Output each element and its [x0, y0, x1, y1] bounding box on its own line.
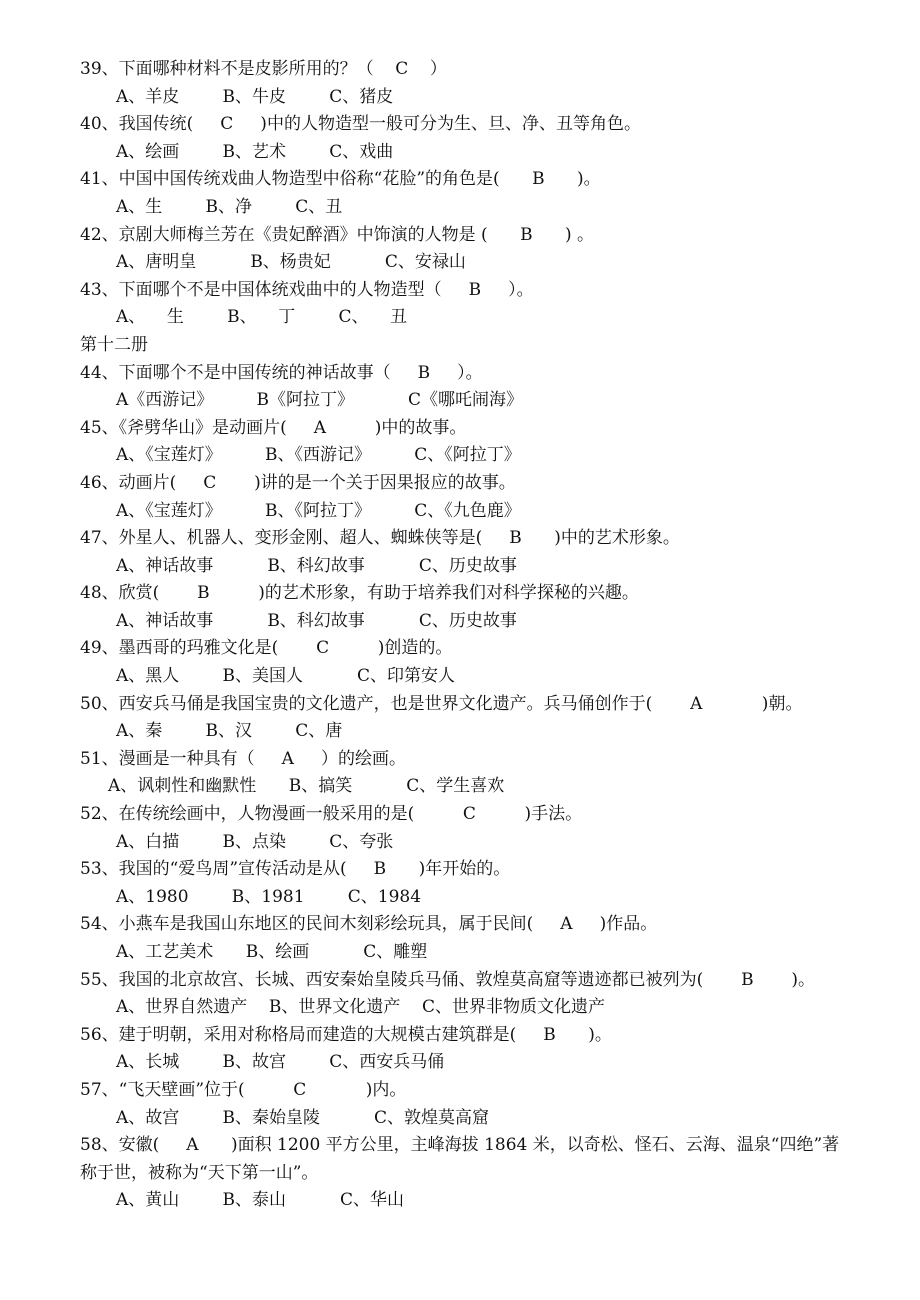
options-57: A、故宫 B、秦始皇陵 C、敦煌莫高窟	[116, 1107, 490, 1128]
question-52: 52、在传统绘画中，人物漫画一般采用的是( C )手法。	[80, 804, 583, 825]
options-39: A、羊皮 B、牛皮 C、猪皮	[116, 86, 394, 107]
options-49: A、黑人 B、美国人 C、印第安人	[116, 666, 456, 687]
question-43: 43、下面哪个不是中国体统戏曲中的人物造型（ B ）。	[80, 279, 534, 300]
options-42: A、唐明皇 B、杨贵妃 C、安禄山	[116, 252, 466, 273]
question-56: 56、建于明朝，采用对称格局而建造的大规模古建筑群是( B )。	[80, 1024, 612, 1045]
options-56: A、长城 B、故宫 C、西安兵马俑	[116, 1052, 445, 1073]
options-58: A、黄山 B、泰山 C、华山	[116, 1190, 405, 1211]
section-heading: 第十二册	[80, 334, 148, 355]
question-45: 45、《斧劈华山》是动画片( A )中的故事。	[80, 417, 467, 438]
question-58-continued: 称于世，被称为“天下第一山”。	[80, 1162, 319, 1183]
options-43: A、 生 B、 丁 C、 丑	[116, 307, 408, 328]
question-40: 40、我国传统( C )中的人物造型一般可分为生、旦、净、丑等角色。	[80, 114, 641, 135]
question-46: 46、动画片( C )讲的是一个关于因果报应的故事。	[80, 472, 516, 493]
question-list	[80, 56, 870, 1215]
question-44: 44、下面哪个不是中国传统的神话故事（ B ）。	[80, 362, 483, 383]
question-55: 55、我国的北京故宫、长城、西安秦始皇陵兵马俑、敦煌莫高窟等遗迹都已被列为( B )。	[80, 969, 816, 990]
options-55: A、世界自然遗产 B、世界文化遗产 C、世界非物质文化遗产	[116, 997, 606, 1018]
question-51: 51、漫画是一种具有（ A ）的绘画。	[80, 748, 406, 769]
options-40: A、绘画 B、艺术 C、戏曲	[116, 141, 394, 162]
options-51: A、讽刺性和幽默性 B、搞笑 C、学生喜欢	[108, 776, 505, 797]
question-50: 50、西安兵马俑是我国宝贵的文化遗产，也是世界文化遗产。兵马俑创作于( A )朝。	[80, 693, 803, 714]
options-50: A、秦 B、汉 C、唐	[116, 721, 343, 742]
question-53: 53、我国的“爱鸟周”宣传活动是从( B )年开始的。	[80, 859, 511, 880]
question-58: 58、安徽( A )面积 1200 平方公里，主峰海拔 1864 米，以奇松、怪石、云海、温泉“四绝”著	[80, 1135, 840, 1156]
options-53: A、1980 B、1981 C、1984	[116, 886, 422, 907]
options-47: A、神话故事 B、科幻故事 C、历史故事	[116, 555, 517, 576]
options-54: A、工艺美术 B、绘画 C、雕塑	[116, 942, 428, 962]
question-42: 42、京剧大师梅兰芳在《贵妃醉酒》中饰演的人物是 ( B ) 。	[80, 224, 595, 245]
question-48: 48、欣赏( B )的艺术形象，有助于培养我们对科学探秘的兴趣。	[80, 583, 639, 604]
question-57: 57、“飞天壁画”位于( C )内。	[80, 1079, 407, 1100]
options-41: A、生 B、净 C、丑	[116, 196, 343, 217]
options-45: A、《宝莲灯》 B、《西游记》 C、《阿拉丁》	[116, 445, 521, 466]
question-39: 39、下面哪种材料不是皮影所用的？（ C ）	[80, 59, 447, 79]
question-54: 54、小燕车是我国山东地区的民间木刻彩绘玩具，属于民间( A )作品。	[80, 914, 658, 935]
options-48: A、神话故事 B、科幻故事 C、历史故事	[116, 610, 517, 631]
options-46: A、《宝莲灯》 B、《阿拉丁》 C、《九色鹿》	[116, 500, 521, 521]
question-49: 49、墨西哥的玛雅文化是( C )创造的。	[80, 638, 453, 659]
options-52: A、白描 B、点染 C、夸张	[116, 831, 394, 852]
question-47: 47、外星人、机器人、变形金刚、超人、蜘蛛侠等是( B )中的艺术形象。	[80, 528, 680, 549]
options-44: A《西游记》 B《阿拉丁》 C《哪吒闹海》	[116, 390, 524, 411]
question-41: 41、中国中国传统戏曲人物造型中俗称“花脸”的角色是( B )。	[80, 169, 601, 190]
